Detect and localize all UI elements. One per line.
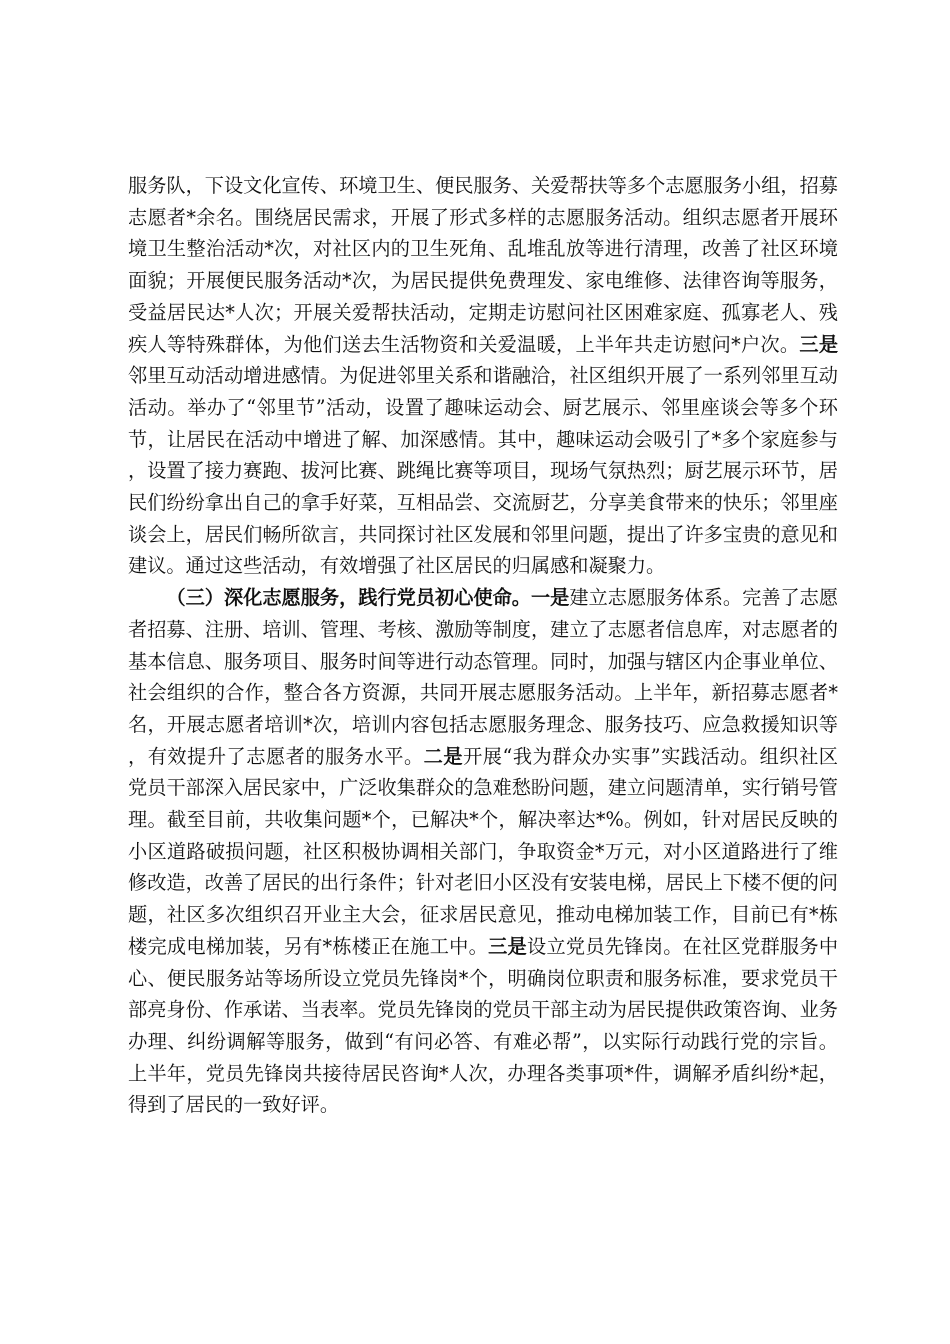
bold-lead-san-shi: 三是 bbox=[799, 332, 839, 356]
paragraph-text: 设立党员先锋岗。在社区党群服务中心、便民服务站等场所设立党员先锋岗*个，明确岗位职责和服务标准，要求党员干部亮身份、作承诺、当表率。党员先锋岗的党员干部主动为居民提供政策咨询、业务办理、纠纷调解等服务，做到“有问必答、有难必帮”，以实际行动践行党的宗旨。上半年，党员先锋岗共接待居民咨询*人次，办理各类事项*件，调解矛盾纠纷*起，得到了居民的一致好评。 bbox=[128, 934, 839, 1117]
bold-lead-er-shi: 二是 bbox=[423, 744, 464, 768]
bold-lead-san-shi: 三是 bbox=[488, 934, 527, 958]
document-page bbox=[128, 170, 838, 1121]
paragraph-volunteer-service bbox=[128, 582, 838, 1121]
paragraph-text: 建立志愿服务体系。完善了志愿者招募、注册、培训、管理、考核、激励等制度，建立了志愿者信息库，对志愿者的基本信息、服务项目、服务时间等进行动态管理。同时，加强与辖区内企事业单位、社会组织的合作，整合各方资源，共同开展志愿服务活动。上半年，新招募志愿者*名，开展志愿者培训*次，培训内容包括志愿服务理念、服务技巧、应急救援知识等，有效提升了志愿者的服务水平。 bbox=[128, 586, 839, 768]
paragraph-text: 服务队，下设文化宣传、环境卫生、便民服务、关爱帮扶等多个志愿服务小组，招募志愿者*余名。围绕居民需求，开展了形式多样的志愿服务活动。组织志愿者开展环境卫生整治活动*次，对社区内的卫生死角、乱堆乱放等进行清理，改善了社区环境面貌；开展便民服务活动*次，为居民提供免费理发、家电维修、法律咨询等服务，受益居民达*人次；开展关爱帮扶活动，定期走访慰问社区困难家庭、孤寡老人、残疾人等特殊群体，为他们送去生活物资和关爱温暖，上半年共走访慰问*户次。 bbox=[128, 174, 838, 356]
paragraph-text: 开展“我为群众办实事”实践活动。组织社区党员干部深入居民家中，广泛收集群众的急难愁盼问题，建立问题清单，实行销号管理。截至目前，共收集问题*个，已解决*个，解决率达*%。例如，针对居民反映的小区道路破损问题，社区积极协调相关部门，争取资金*万元，对小区道路进行了维修改造，改善了居民的出行条件；针对老旧小区没有安装电梯，居民上下楼不便的问题，社区多次组织召开业主大会，征求居民意见，推动电梯加装工作，目前已有*栋楼完成电梯加装，另有*栋楼正在施工中。 bbox=[128, 744, 838, 958]
section-heading: （三）深化志愿服务，践行党员初心使命。 bbox=[166, 586, 531, 610]
paragraph-text: 邻里互动活动增进感情。为促进邻里关系和谐融洽，社区组织开展了一系列邻里互动活动。举办了“邻里节”活动，设置了趣味运动会、厨艺展示、邻里座谈会等多个环节，让居民在活动中增进了解、加深感情。其中，趣味运动会吸引了*多个家庭参与，设置了接力赛跑、拔河比赛、跳绳比赛等项目，现场气氛热烈；厨艺展示环节，居民们纷纷拿出自己的拿手好菜，互相品尝、交流厨艺，分享美食带来的快乐；邻里座谈会上，居民们畅所欲言，共同探讨社区发展和邻里问题，提出了许多宝贵的意见和建议。通过这些活动，有效增强了社区居民的归属感和凝聚力。 bbox=[128, 364, 838, 578]
paragraph-community-activities bbox=[128, 170, 838, 582]
bold-lead-yi-shi: 一是 bbox=[530, 586, 570, 610]
